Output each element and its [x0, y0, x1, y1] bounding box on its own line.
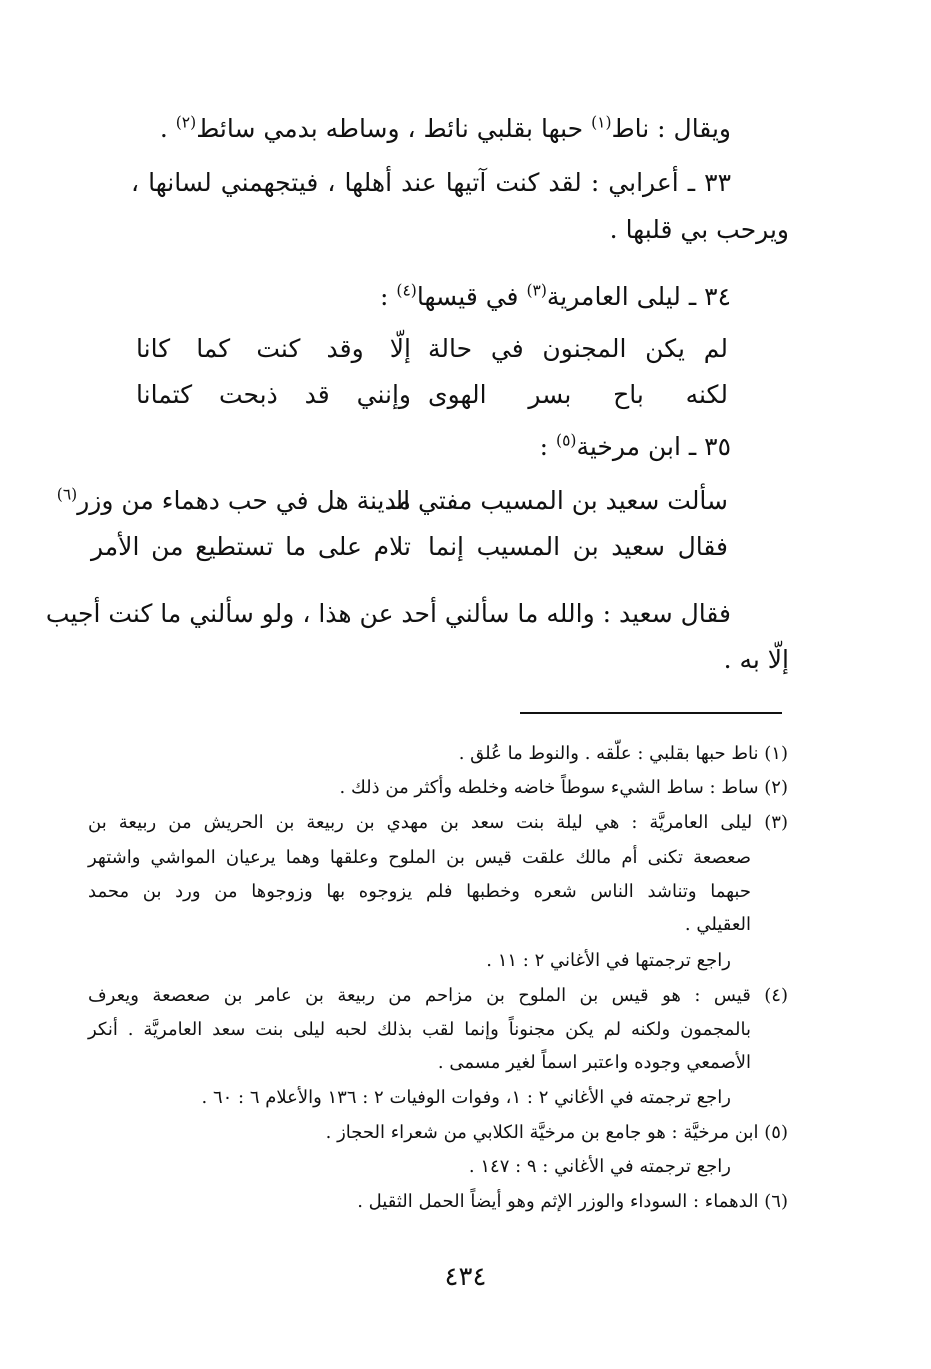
poem-2-sadr-2: فقال سعيد بن المسيب إنما — [428, 532, 728, 561]
paragraph-33-line-1: ٣٣ ـ أعرابي : لقد كنت آتيها عند أهلها ، فيتجهمني لسانها ، — [131, 168, 731, 197]
footnote-3-reference: راجع ترجمتها في الأغاني ٢ : ١١ . — [486, 950, 731, 971]
footnote-ref-2: (٢) — [175, 113, 197, 132]
poem-1-sadr-2: لكنه باح بسر الهوى — [428, 380, 728, 409]
footnote-3-line-3: حبهما وتناشد الناس شعره وخطبها فلم يزوجوه بها وزوجوها من ورد بن محمد — [88, 881, 751, 902]
footnote-6: (٦) الدهماء : السوداء والوزر الإثم وهو أيضاً الحمل الثقيل . — [357, 1191, 788, 1212]
footnote-4-line-1: (٤) قيس : هو قيس بن الملوح بن مزاحم من ربيعة بن عامر بن صعصعة ويعرف — [88, 985, 788, 1006]
footnote-ref-5: (٥) — [556, 431, 577, 450]
footnote-ref-4: (٤) — [396, 281, 417, 300]
footnote-4-line-2: بالمجمون ولكنه لم يكن مجنوناً وإنما لقب بذلك لحبه ليلى بنت سعد العامريَّة . أنكر — [88, 1019, 751, 1040]
footnote-4-reference: راجع ترجمته في الأغاني ٢ : ١، وفوات الوفيات ٢ : ١٣٦ والأعلام ٦ : ٦٠ . — [201, 1087, 731, 1108]
paragraph-33-line-2: ويرحب بي قلبها . — [609, 215, 789, 244]
footnote-5: (٥) ابن مرخيَّة : هو جامع بن مرخيَّة الكلابي من شعراء الحجاز . — [325, 1122, 788, 1143]
footnote-ref-1: (١) — [591, 113, 612, 132]
footnote-2: (٢) ساط : ساط الشيء سوطاً خاضه وخلطه وأكثر من ذلك . — [339, 777, 788, 798]
footnote-ref-6: (٦) — [56, 485, 78, 504]
footnote-divider — [520, 712, 782, 714]
poem-1-sadr-1: لم يكن المجنون في حالة — [428, 334, 728, 363]
footnote-3-line-2: صعصعة تكنى أم مالك علقت قيس بن الملوح وعلقها وهما يرعيان المواشي واشتهر — [88, 847, 751, 868]
final-paragraph-line-2: إلّا به . — [723, 645, 789, 674]
poem-1-ajz-1: إلّا وقد كنت كما كانا — [136, 334, 411, 363]
poem-1-ajz-2: وإنني قد ذبحت كتمانا — [136, 380, 411, 409]
paragraph-34-heading: ٣٤ ـ ليلى العامرية$^{(٣)}$ في قيسها$^{(٤)}$ : — [380, 281, 731, 311]
footnote-1: (١) ناط حبها بقلبي : علّقه . والنوط ما عُلق . — [458, 743, 788, 764]
poem-2-ajz-1: مدينة هل في حب دهماء من وزر$^{(٦)}$ — [56, 485, 411, 515]
footnote-5-reference: راجع ترجمته في الأغاني : ٩ : ١٤٧ . — [468, 1156, 731, 1177]
footnote-ref-3: (٣) — [526, 281, 547, 300]
final-paragraph-line-1: فقال سعيد : والله ما سألني أحد عن هذا ، ولو سألني ما كنت أجيب — [45, 599, 731, 628]
footnote-3-line-1: (٣) ليلى العامريَّة : هي ليلة بنت سعد بن مهدي بن ربيعة بن الحريش من ربيعة بن — [88, 812, 788, 833]
text-line-1: ويقال : ناط$^{(١)}$ حبها بقلبي نائط ، وساطه بدمي سائط$^{(٢)}$ . — [159, 113, 731, 143]
page-number: ٤٣٤ — [444, 1262, 487, 1292]
poem-2-sadr-1: سألت سعيد بن المسيب مفتي الـ — [388, 486, 728, 515]
poem-2-ajz-2: تلام على ما تستطيع من الأمر — [91, 532, 411, 561]
footnote-3-line-4: العقيلي . — [684, 914, 751, 935]
footnote-4-line-3: الأصمعي وجوده واعتبر اسماً لغير مسمى . — [437, 1052, 751, 1073]
paragraph-35-heading: ٣٥ ـ ابن مرخية$^{(٥)}$ : — [539, 431, 731, 461]
